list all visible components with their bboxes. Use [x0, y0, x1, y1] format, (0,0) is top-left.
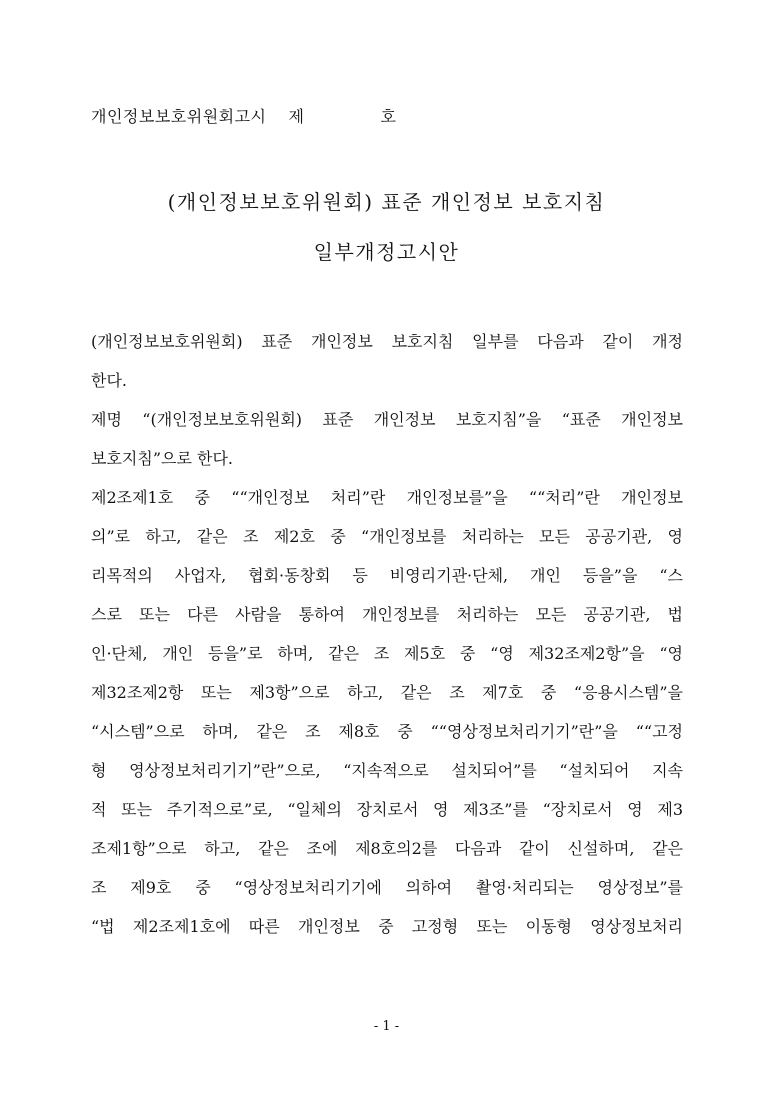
body-line: “법 제2조제1호에 따른 개인정보 중 고정형 또는 이동형 영상정보처리 — [91, 917, 683, 936]
document-title: (개인정보보호위원회) 표준 개인정보 보호지침 — [167, 190, 606, 214]
body-line: 제32조제2항 또는 제3항”으로 하고, 같은 조 제7호 중 “응용시스템”을 — [91, 683, 683, 702]
body-line: (개인정보보호위원회) 표준 개인정보 보호지침 일부를 다음과 같이 개정 — [91, 332, 683, 351]
body-line: 의”로 하고, 같은 조 제2호 중 “개인정보를 처리하는 모든 공공기관, 영 — [91, 527, 683, 546]
body-line: 스로 또는 다른 사람을 통하여 개인정보를 처리하는 모든 공공기관, 법 — [91, 605, 683, 624]
document-subtitle: 일부개정고시안 — [313, 240, 460, 264]
body-line: 제2조제1호 중 ““개인정보 처리”란 개인정보를”을 ““처리”란 개인정보 — [91, 488, 683, 507]
body-line: 한다. — [91, 371, 127, 390]
gazette-header — [91, 104, 396, 127]
body-line: “시스템”으로 하며, 같은 조 제8호 중 ““영상정보처리기기”란”을 ““고정 — [91, 722, 683, 741]
body-line: 인·단체, 개인 등을”로 하며, 같은 조 제5호 중 “영 제32조제2항”을 “영 — [91, 644, 683, 663]
body-line: 조 제9호 중 “영상정보처리기기에 의하여 촬영·처리되는 영상정보”를 — [91, 878, 683, 897]
body-line: 적 또는 주기적으로”로, “일체의 장치로서 영 제3조”를 “장치로서 영 제3 — [91, 800, 683, 819]
page-number: - 1 - — [373, 1019, 400, 1034]
gazette-ho-label: 호 — [380, 107, 397, 126]
body-line: 보호지침”으로 한다. — [91, 449, 233, 468]
gazette-name: 개인정보보호위원회고시 — [91, 107, 267, 126]
body-line: 리목적의 사업자, 협회·동창회 등 비영리기관·단체, 개인 등을”을 “스 — [91, 566, 683, 585]
body-line: 조제1항”으로 하고, 같은 조에 제8호의2를 다음과 같이 신설하며, 같은 — [91, 839, 683, 858]
amendment-body — [91, 322, 683, 946]
gazette-no-label: 제 — [288, 107, 305, 126]
body-line: 형 영상정보처리기기”란”으로, “지속적으로 설치되어”를 “설치되어 지속 — [91, 761, 683, 780]
body-line: 제명 “(개인정보보호위원회) 표준 개인정보 보호지침”을 “표준 개인정보 — [91, 410, 683, 429]
